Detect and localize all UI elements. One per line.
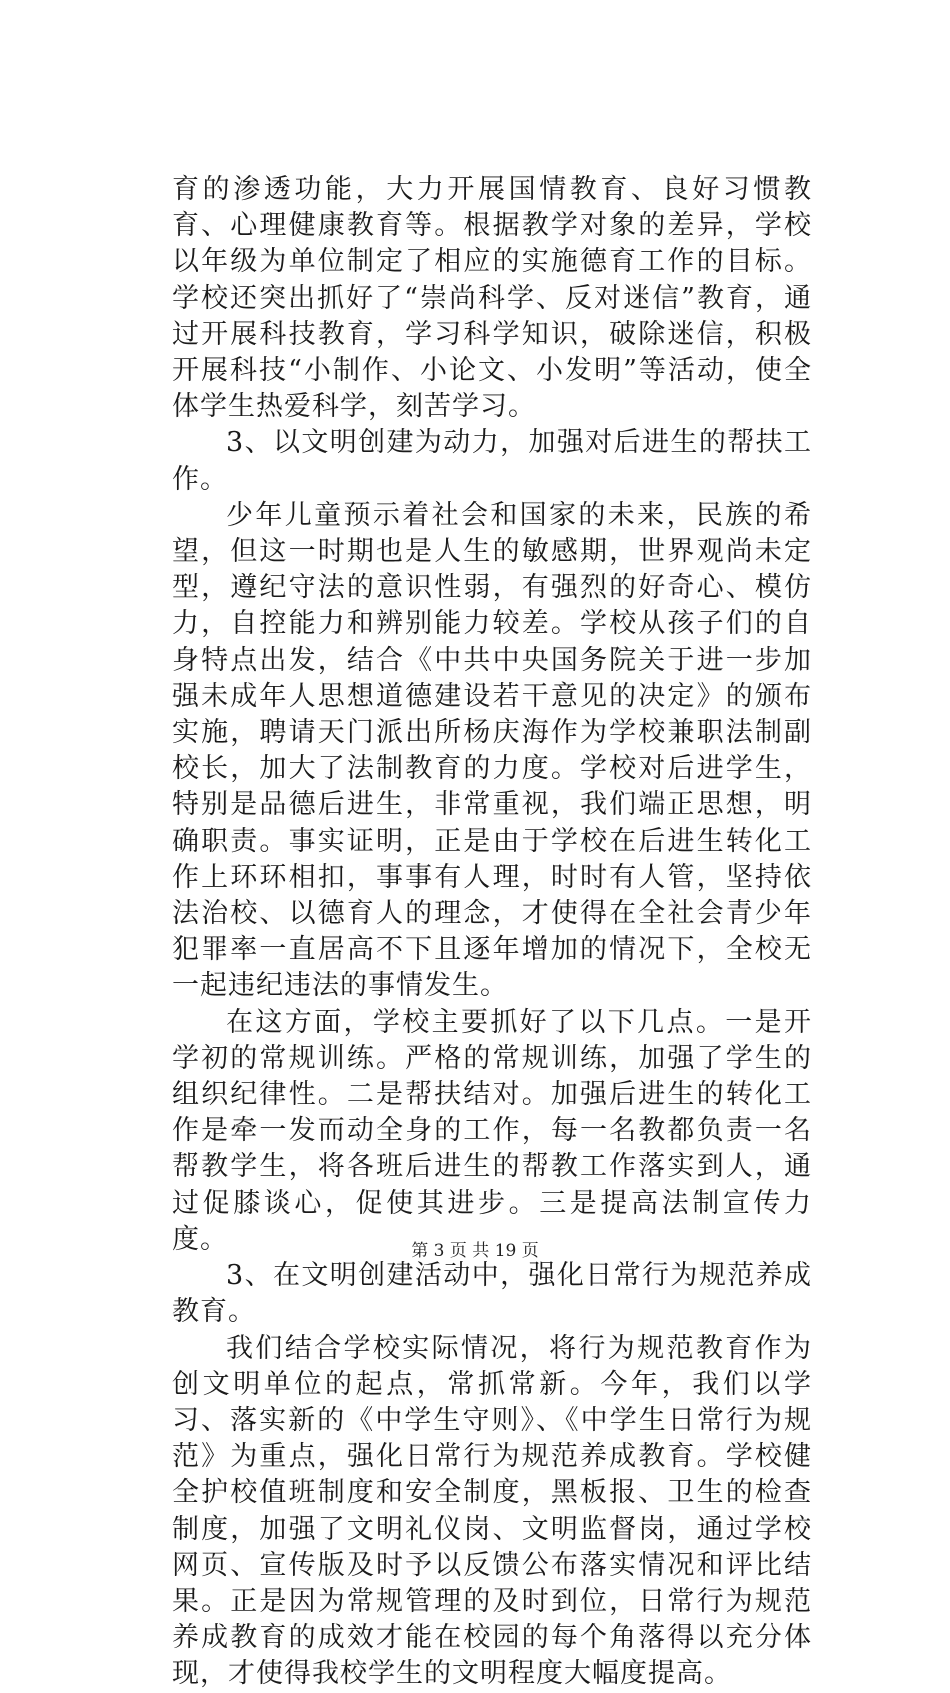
page-number-footer: 第 3 页 共 19 页	[411, 1241, 539, 1261]
paragraph-key-measures: 在这方面，学校主要抓好了以下几点。一是开学初的常规训练。严格的常规训练，加强了学生的组织纪律性。二是帮扶结对。加强后进生的转化工作是牵一发而动全身的工作，每一名教都负责一名帮教学生，将各班后进生的帮教工作落实到人，通过促膝谈心，促使其进步。三是提高法制宣传力度。	[172, 1006, 812, 1255]
section-heading-helping-students: 3、以文明创建为动力，加强对后进生的帮扶工作。	[172, 427, 812, 495]
paragraph-continued-moral-education: 育的渗透功能，大力开展国情教育、良好习惯教育、心理健康教育等。根据教学对象的差异，学校以年级为单位制定了相应的实施德育工作的目标。学校还突出抓好了“崇尚科学、反对迷信”教育，通过开展科技教育，学习科学知识，破除迷信，积极开展科技“小制作、小论文、小发明”等活动，使全体学生热爱科学，刻苦学习。	[172, 174, 812, 423]
document-body	[172, 172, 812, 1693]
paragraph-behavior-norms-education: 我们结合学校实际情况，将行为规范教育作为创文明单位的起点，常抓常新。今年，我们以学习、落实新的《中学生守则》、《中学生日常行为规范》为重点，强化日常行为规范养成教育。学校健全护校值班制度和安全制度，黑板报、卫生的检查制度，加强了文明礼仪岗、文明监督岗，通过学校网页、宣传版及时予以反馈公布落实情况和评比结果。正是因为常规管理的及时到位，日常行为规范养成教育的成效才能在校园的每个角落得以充分体现，才使得我校学生的文明程度大幅度提高。	[172, 1332, 812, 1690]
paragraph-youth-legal-education: 少年儿童预示着社会和国家的未来，民族的希望，但这一时期也是人生的敏感期，世界观尚未定型，遵纪守法的意识性弱，有强烈的好奇心、模仿力，自控能力和辨别能力较差。学校从孩子们的自身特点出发，结合《中共中央国务院关于进一步加强未成年人思想道德建设若干意见的决定》的颁布实施，聘请天门派出所杨庆海作为学校兼职法制副校长，加大了法制教育的力度。学校对后进学生，特别是品德后进生，非常重视，我们端正思想，明确职责。事实证明，正是由于学校在后进生转化工作上环环相扣，事事有人理，时时有人管，坚持依法治校、以德育人的理念，才使得在全社会青少年犯罪率一直居高不下且逐年增加的情况下，全校无一起违纪违法的事情发生。	[172, 499, 812, 1002]
section-heading-behavior-norms: 3、在文明创建活动中，强化日常行为规范养成教育。	[172, 1260, 812, 1328]
